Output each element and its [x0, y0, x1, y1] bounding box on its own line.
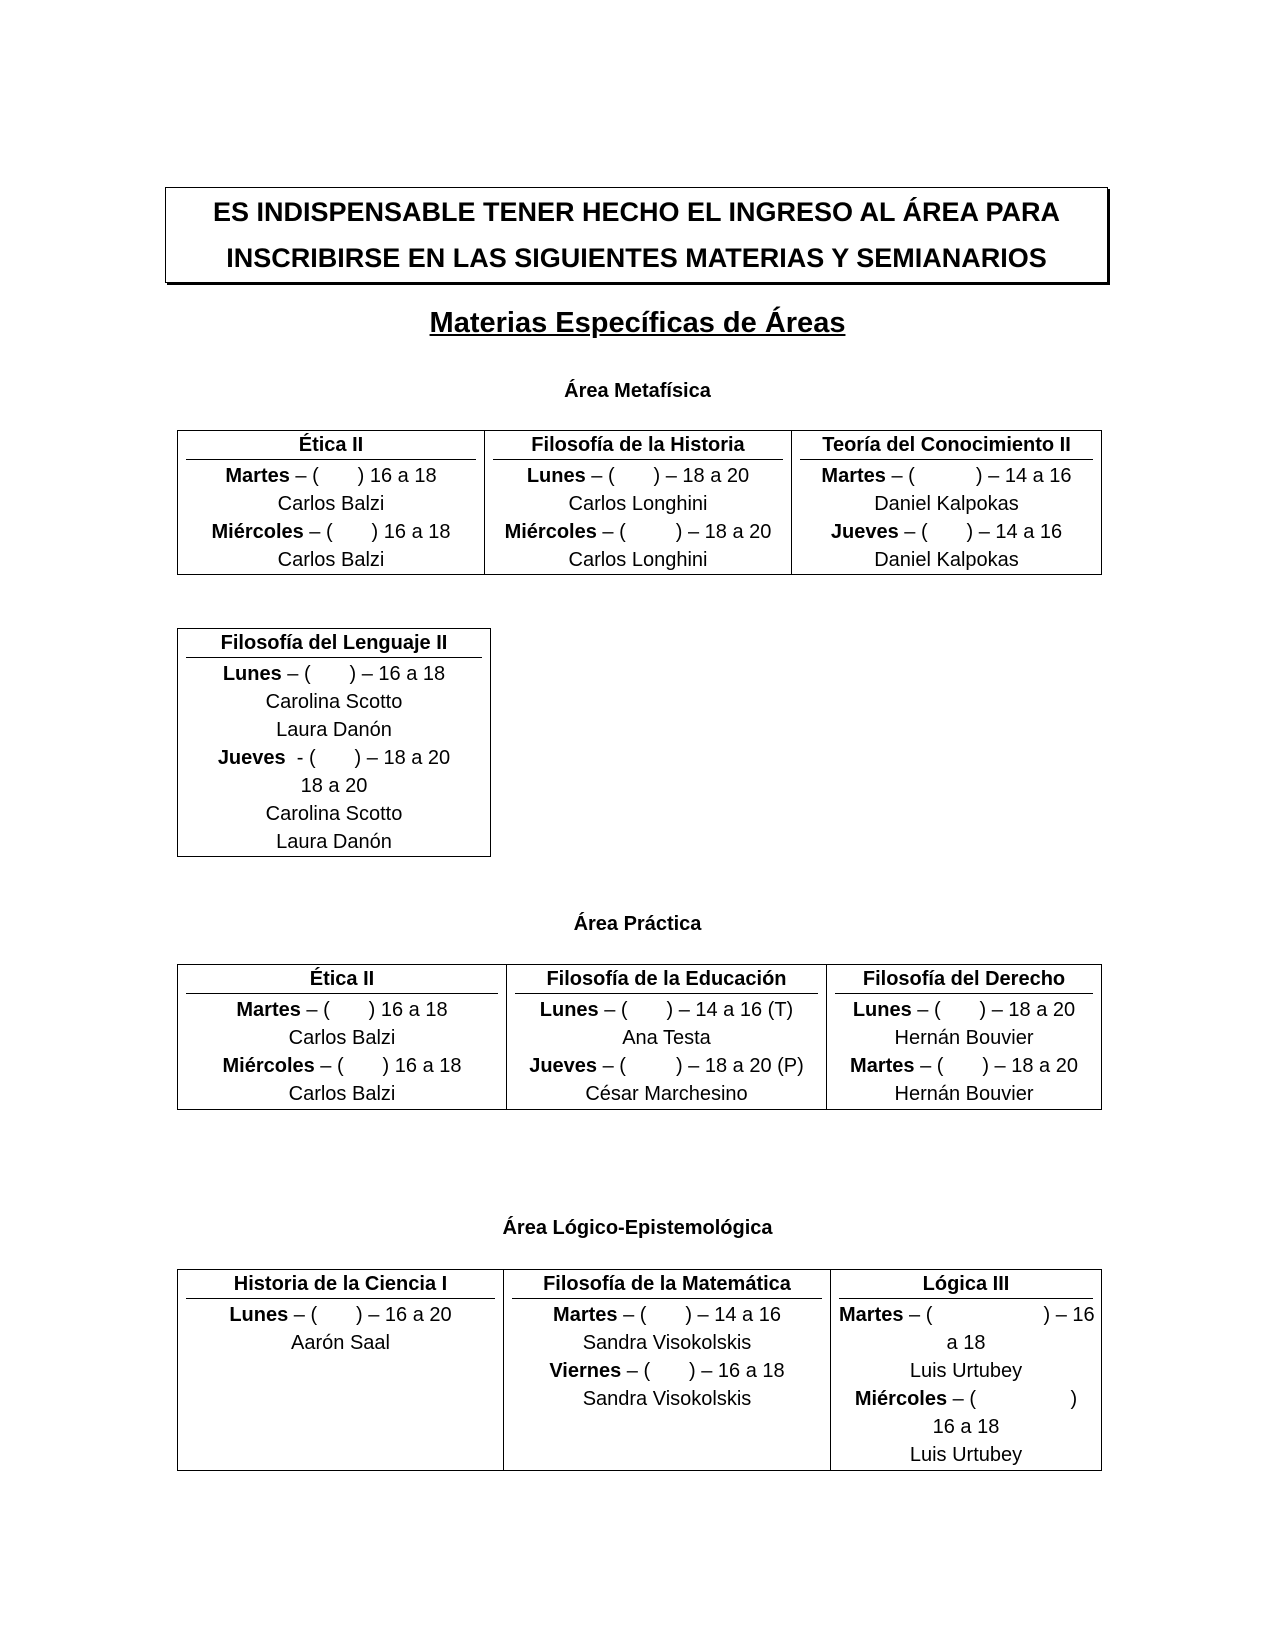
schedule: – ( ) – 18 a 20 (P): [597, 1055, 804, 1077]
schedule: – ( ) – 16 a 18: [621, 1360, 785, 1382]
day-label: Jueves: [217, 747, 286, 769]
schedule: – ( ) 16 a 18: [303, 521, 451, 543]
course-cell: [485, 431, 792, 575]
schedule: – ( ) 16 a 18: [314, 1055, 462, 1077]
page-title: Materias Específicas de Áreas: [429, 307, 846, 339]
schedule: a 18: [946, 1332, 986, 1354]
course-cell: [178, 629, 491, 857]
table-metafisica: [177, 430, 1102, 575]
schedule: - ( ) – 18 a 20: [285, 747, 451, 769]
course-cell: [504, 1270, 831, 1471]
schedule: – ( ) – 14 a 16: [898, 521, 1063, 543]
course-name: Lógica III: [839, 1270, 1093, 1299]
teacher: Carolina Scotto: [265, 803, 403, 825]
teacher: Carlos Longhini: [568, 549, 708, 571]
day-label: Lunes: [539, 999, 599, 1021]
teacher: César Marchesino: [585, 1083, 748, 1105]
course-name: Teoría del Conocimiento II: [800, 431, 1093, 460]
course-cell: [507, 965, 827, 1110]
course-cell: [178, 431, 485, 575]
day-label: Martes: [821, 465, 886, 487]
teacher: Daniel Kalpokas: [874, 549, 1019, 571]
teacher: Carlos Longhini: [568, 493, 708, 515]
schedule: – ( ) – 18 a 20: [911, 999, 1076, 1021]
course-cell: [792, 431, 1102, 575]
schedule: – ( ) – 16 a 20: [288, 1304, 452, 1326]
teacher: Laura Danón: [276, 719, 392, 741]
schedule: – ( ) – 18 a 20: [585, 465, 750, 487]
schedule: – ( ) 16 a 18: [289, 465, 437, 487]
teacher: Laura Danón: [276, 831, 392, 853]
schedule: – ( ): [947, 1388, 1078, 1410]
teacher: Ana Testa: [622, 1027, 711, 1049]
teacher: Carlos Balzi: [277, 549, 385, 571]
teacher: Sandra Visokolskis: [582, 1388, 752, 1410]
course-cell: [178, 965, 507, 1110]
schedule: 16 a 18: [932, 1416, 1000, 1438]
day-label: Martes: [236, 999, 301, 1021]
day-label: Lunes: [229, 1304, 289, 1326]
day-label: Jueves: [529, 1055, 598, 1077]
schedule: – ( ) – 18 a 20: [596, 521, 772, 543]
schedule: – ( ) – 16 a 18: [281, 663, 446, 685]
teacher: Hernán Bouvier: [894, 1083, 1034, 1105]
course-name: Filosofía de la Matemática: [512, 1270, 822, 1299]
teacher: Daniel Kalpokas: [874, 493, 1019, 515]
area-title-practica: Área Práctica: [573, 913, 702, 935]
schedule: – ( ) – 14 a 16: [617, 1304, 781, 1326]
teacher: Carlos Balzi: [288, 1027, 396, 1049]
day-label: Miércoles: [504, 521, 597, 543]
day-label: Miércoles: [222, 1055, 315, 1077]
teacher: Luis Urtubey: [909, 1360, 1023, 1382]
notice-line-1: ES INDISPENSABLE TENER HECHO EL INGRESO AL ÁREA PARA: [212, 197, 1061, 227]
course-name: Ética II: [186, 431, 476, 460]
area-title-logico-epistemologica: Área Lógico-Epistemológica: [502, 1217, 773, 1239]
day-label: Martes: [225, 465, 290, 487]
teacher: Luis Urtubey: [909, 1444, 1023, 1466]
course-name: Filosofía del Lenguaje II: [186, 629, 482, 658]
course-name: Historia de la Ciencia I: [186, 1270, 495, 1299]
notice-line-2: INSCRIBIRSE EN LAS SIGUIENTES MATERIAS Y SEMIANARIOS: [226, 243, 1047, 273]
course-name: Filosofía de la Historia: [493, 431, 783, 460]
table-practica: [177, 964, 1102, 1110]
day-label: Martes: [850, 1055, 915, 1077]
area-title-metafisica: Área Metafísica: [564, 380, 711, 402]
notice-box: [165, 187, 1108, 283]
day-label: Miércoles: [211, 521, 304, 543]
day-label: Lunes: [852, 999, 912, 1021]
schedule: – ( ) – 14 a 16: [885, 465, 1072, 487]
course-name: Filosofía de la Educación: [515, 965, 818, 994]
teacher: Hernán Bouvier: [894, 1027, 1034, 1049]
course-cell: [831, 1270, 1102, 1471]
day-label: Lunes: [222, 663, 282, 685]
teacher: Carlos Balzi: [288, 1083, 396, 1105]
day-label: Miércoles: [854, 1388, 948, 1410]
table-logico-epistemologica: [177, 1269, 1102, 1471]
schedule: – ( ) – 14 a 16 (T): [598, 999, 794, 1021]
day-label: Viernes: [549, 1360, 622, 1382]
course-name: Ética II: [186, 965, 498, 994]
course-cell: [178, 1270, 504, 1471]
table-metafisica-extra: [177, 628, 491, 857]
course-cell: [827, 965, 1102, 1110]
teacher: Carolina Scotto: [265, 691, 403, 713]
teacher: Sandra Visokolskis: [582, 1332, 752, 1354]
teacher: Carlos Balzi: [277, 493, 385, 515]
schedule: – ( ) 16 a 18: [300, 999, 448, 1021]
schedule: – ( ) – 16: [903, 1304, 1095, 1326]
day-label: Jueves: [830, 521, 899, 543]
schedule: 18 a 20: [300, 775, 368, 797]
course-name: Filosofía del Derecho: [835, 965, 1093, 994]
day-label: Lunes: [526, 465, 586, 487]
teacher: Aarón Saal: [291, 1332, 390, 1354]
schedule: – ( ) – 18 a 20: [914, 1055, 1078, 1077]
day-label: Martes: [839, 1304, 904, 1326]
day-label: Martes: [553, 1304, 618, 1326]
